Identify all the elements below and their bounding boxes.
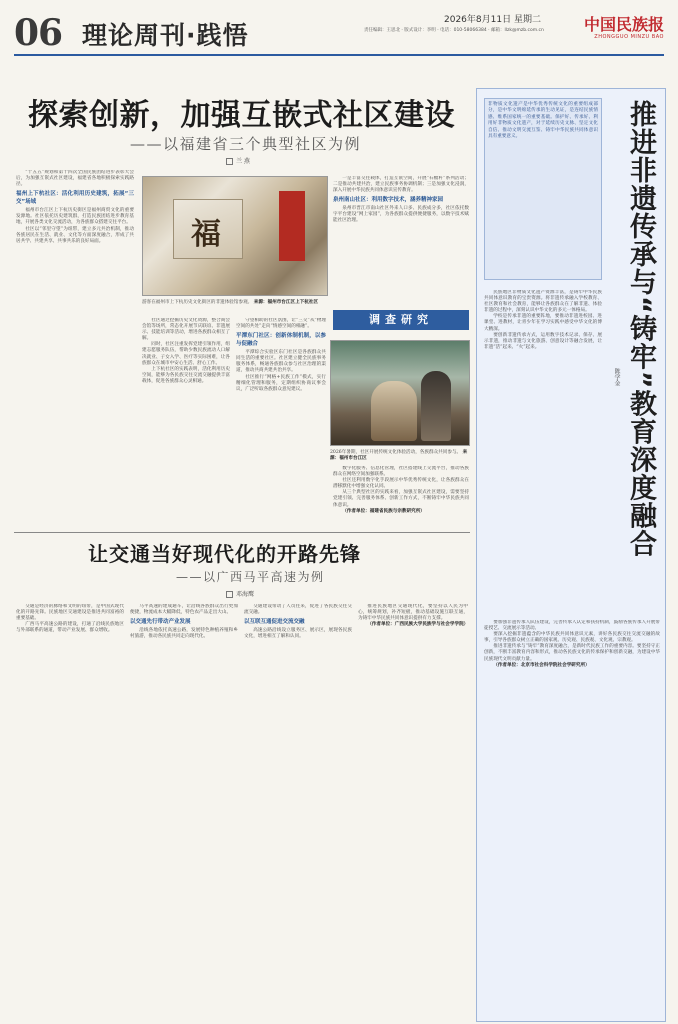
- paragraph: 学校是传承非遗的重要阵地，要推动非遗进校园、进课堂、进教材，让青少年在学习实践中感受中华文化的博大精深。: [484, 314, 602, 332]
- article2-col4: [358, 604, 468, 1016]
- article1-subtitle: ——以福建省三个典型社区为例: [130, 135, 362, 153]
- paragraph: 沿线各地依托高速公路，发展特色种植养殖和乡村旅游，推动各民族共同走向现代化。: [130, 628, 238, 640]
- article1-col4: [333, 176, 469, 306]
- masthead: [14, 10, 664, 56]
- sub-heading: 泉州南山社区：利用数字技术，涵养精神家园: [333, 197, 444, 204]
- article1-photo2: [330, 340, 470, 446]
- photo-red-banner: [279, 191, 305, 261]
- paragraph: 社区通过挖掘历史文化资源，整合商会会馆等场所，常态化开展节庆联谊、非遗展示、技能培训等活动，增进各族群众相互了解。: [142, 318, 230, 342]
- sub-heading: 福州上下杭社区：活化利用历史建筑，拓展“三交”场域: [16, 191, 134, 206]
- article2-col1: [16, 604, 124, 1016]
- paragraph: 马平高速的建成通车，让沿线各族群众出行更加便捷，物流成本大幅降低，特色农产品走出大山。: [130, 604, 238, 616]
- article2-author-name: 邓海鹰: [236, 591, 255, 598]
- article2-title: 让交通当好现代化的开路先锋: [88, 542, 361, 566]
- section-title: 理论周刊·践悟: [82, 21, 249, 50]
- article2-author: [226, 589, 254, 598]
- paragraph: 民族地区非物质文化遗产资源丰富，是铸牢中华民族共同体意识教育的宝贵资源。将非遗传承融入学校教育、社区教育和社会教育，能够让各族群众在了解非遗、体验非遗的过程中，深刻认识中华文化的多元一体格局。: [484, 290, 602, 314]
- paragraph: 守望相助的社区氛围，让“三交”从“物理空间的共处”走向“情感空间的相融”。: [236, 318, 326, 330]
- editor-info: 责任编辑：王思北 · 版式设计：李明 · 电话：010-58066384 · 邮箱：llzk@mzb.com.cn: [364, 28, 544, 33]
- photo2-figure: [371, 381, 417, 441]
- paragraph: 一是丰富交往载体，打造互嵌空间，开展“石榴籽”系列活动；二是推动共建共治，建立民族事务协调机制；三是加强文化浸润，深入开展中华民族共同体意识宣传教育。: [333, 176, 469, 194]
- paragraph: 社区还利用数字化手段展示中华优秀传统文化，让各族群众在潜移默化中增强文化认同。: [333, 478, 469, 490]
- paragraph: 广西马平高速公路的建设，打通了沿线民族地区与外部联系的通道，带动产业发展、群众增收。: [16, 622, 124, 634]
- paragraph: 高速公路沿线设立服务区、展示区，展现各民族文化，增进相互了解和认同。: [244, 628, 352, 640]
- article1-col3: [236, 318, 326, 528]
- issue-date: 2026年8月11日 星期二: [444, 15, 541, 25]
- paragraph: 从三个典型社区的实践来看，加强互嵌式社区建设，需要坚持党建引领、完善服务体系、创新工作方式，不断铸牢中华民族共同体意识。: [333, 490, 469, 508]
- article2-subtitle: ——以广西马平高速为例: [176, 570, 325, 584]
- paragraph: 泉州市晋江市南山社区外来人口多、民族成分多，社区依托数字平台建设“网上家园”，为各族群众提供便捷服务，以数字技术赋能社区治理。: [333, 206, 469, 224]
- photo-glyph: 福: [191, 217, 221, 252]
- paragraph: 推进民族地区交通现代化，要坚持以人民为中心，统筹规划，补齐短板，推动基础设施互联互通，为铸牢中华民族共同体意识提供有力支撑。: [358, 604, 468, 622]
- article1-col1: [16, 170, 134, 528]
- photo1-source: 来源：福州市台江区上下杭社区: [253, 300, 319, 305]
- paragraph: （作者单位：福建省民族与宗教研究所）: [342, 508, 425, 514]
- feature-lead: 非物质文化遗产是中华优秀传统文化的重要组成部分，是中华文明绵延传承的生动见证，是连结民族情感、维系国家统一的重要基础。保护好、传承好、利用好非物质文化遗产，对于延续历史文脉、坚定文化自信、推动文明交流互鉴、铸牢中华民族共同体意识具有重要意义。: [484, 98, 602, 280]
- paragraph: 福州市台江区上下杭历史街区是福州商贸文化的重要发源地。社区依托历史建筑群，打造民族团结进步教育基地，开展各类文化交流活动，为各族群众搭建交往平台。: [16, 208, 134, 226]
- article1-author: [226, 156, 250, 165]
- article2-col3: [244, 604, 352, 1016]
- newspaper-logo-en: ZHONGGUO MINZU BAO: [594, 34, 664, 40]
- photo2-caption-text: 2026年暑期，社区开展传统文化体验活动，各族群众共同参与。: [330, 450, 462, 455]
- paragraph: 社区推行“网格+民族工作”模式，实行精细化管理和服务，定期组织协商议事会议，广泛听取各族群众意见建议。: [236, 374, 326, 392]
- survey-label: 调查研究: [333, 310, 469, 330]
- paragraph: 要创新非遗传承方式，运用数字技术记录、保存、展示非遗，推动非遗与文化旅游、创意设计等融合发展，让非遗“活”起来、“火”起来。: [484, 332, 602, 350]
- paragraph: 要深入挖掘非遗蕴含的中华民族共同体意识元素，讲好各民族交往交流交融的故事，引导各族群众树立正确的国家观、历史观、民族观、文化观、宗教观。: [484, 632, 660, 644]
- photo2-source: 来源：福州市台江区: [330, 450, 468, 461]
- page-number: 06: [14, 12, 63, 54]
- paragraph: 数字化服务、信息化管理，社区搭建线上交流平台，推动各族群众在网络空间加强联系。: [333, 466, 469, 478]
- paragraph: 推进非遗传承与“铸牢”教育深度融合，是新时代民族工作的重要内容。要坚持守正创新，不断丰富教育内容和形式，推动各民族文化的传承保护和创新交融，为建设中华民族现代文明贡献力量。: [484, 644, 660, 662]
- article1-title: 探索创新，加强互嵌式社区建设: [28, 98, 455, 133]
- paragraph: （作者单位：广西民族大学民族学与社会学学院）: [367, 622, 468, 628]
- sub-heading: 以交通先行带动产业发展: [130, 619, 191, 626]
- paragraph: 交通建设带动了人员往来，促进了各民族交往交流交融。: [244, 604, 352, 616]
- newspaper-logo: 中国民族报: [583, 15, 664, 34]
- photo2-figure2: [421, 371, 451, 441]
- article1-author-name: 兰 燕: [236, 158, 250, 165]
- article-divider: [14, 532, 470, 533]
- paragraph: （作者单位：北京市社会科学院社会学研究所）: [493, 662, 590, 668]
- photo1-caption-text: 游客在福州市上下杭历史文化街区的非遗体验馆参观。: [142, 300, 253, 305]
- feature-title: 推进非遗传承与“铸牢”教育深度融合: [625, 100, 656, 558]
- paragraph: 社区以“邻里守望”为纽带，建立多元共治机制，推动各族居民在生活、就业、文化等方面深度融合，形成了共居共学、共建共享、共事共乐的良好局面。: [16, 226, 134, 244]
- paragraph: “十五五”规划和第十四次全国民族团结进步表彰大会后，为加强互嵌式社区建设，福建省各地积极探索实践路径。: [16, 170, 134, 188]
- paragraph: 要加强非遗传承人队伍建设，完善传承人认定和扶持机制，鼓励各族传承人开展带徒授艺、交流展示等活动。: [484, 620, 660, 632]
- masthead-right: [364, 12, 664, 52]
- article1-photo: [142, 176, 328, 296]
- photo2-caption: [330, 450, 470, 462]
- paragraph: 上下杭社区的实践表明，活化利用历史空间，能够为各民族交往交流交融提供丰富载体，促进各族群众心灵相通。: [142, 366, 230, 384]
- author-mark-icon: [226, 158, 233, 165]
- feature-col2: [484, 620, 660, 1016]
- photo1-caption: [142, 300, 328, 306]
- paragraph: 交通是经济的脉络和文明的纽带，是中国式现代化的开路先锋。民族地区交通建设是推进共同富裕的重要基础。: [16, 604, 124, 622]
- feature-col1: [484, 290, 602, 616]
- sub-heading: 平潭东门社区：创新体制机制，以参与促融合: [236, 333, 326, 348]
- article2-col2: [130, 604, 238, 1016]
- article1-col2: [142, 318, 230, 528]
- feature-author: 陈学金: [613, 368, 620, 386]
- paragraph: 平潭综合实验区东门社区是各族群众共同生活的重要社区。社区建立健全民族事务服务体系，畅通各族群众参与社区治理的渠道，推动共商共建共治共享。: [236, 350, 326, 374]
- sub-heading: 以互联互通促进交流交融: [244, 619, 305, 626]
- paragraph: 同时，社区注重发挥党建引领作用，组建志愿服务队伍，帮助少数民族流动人口解决就业、子女入学、医疗等实际困难，让各族群众在城市中安心生活、舒心工作。: [142, 342, 230, 366]
- author-mark-icon: [226, 591, 233, 598]
- article1-col5: [333, 466, 469, 528]
